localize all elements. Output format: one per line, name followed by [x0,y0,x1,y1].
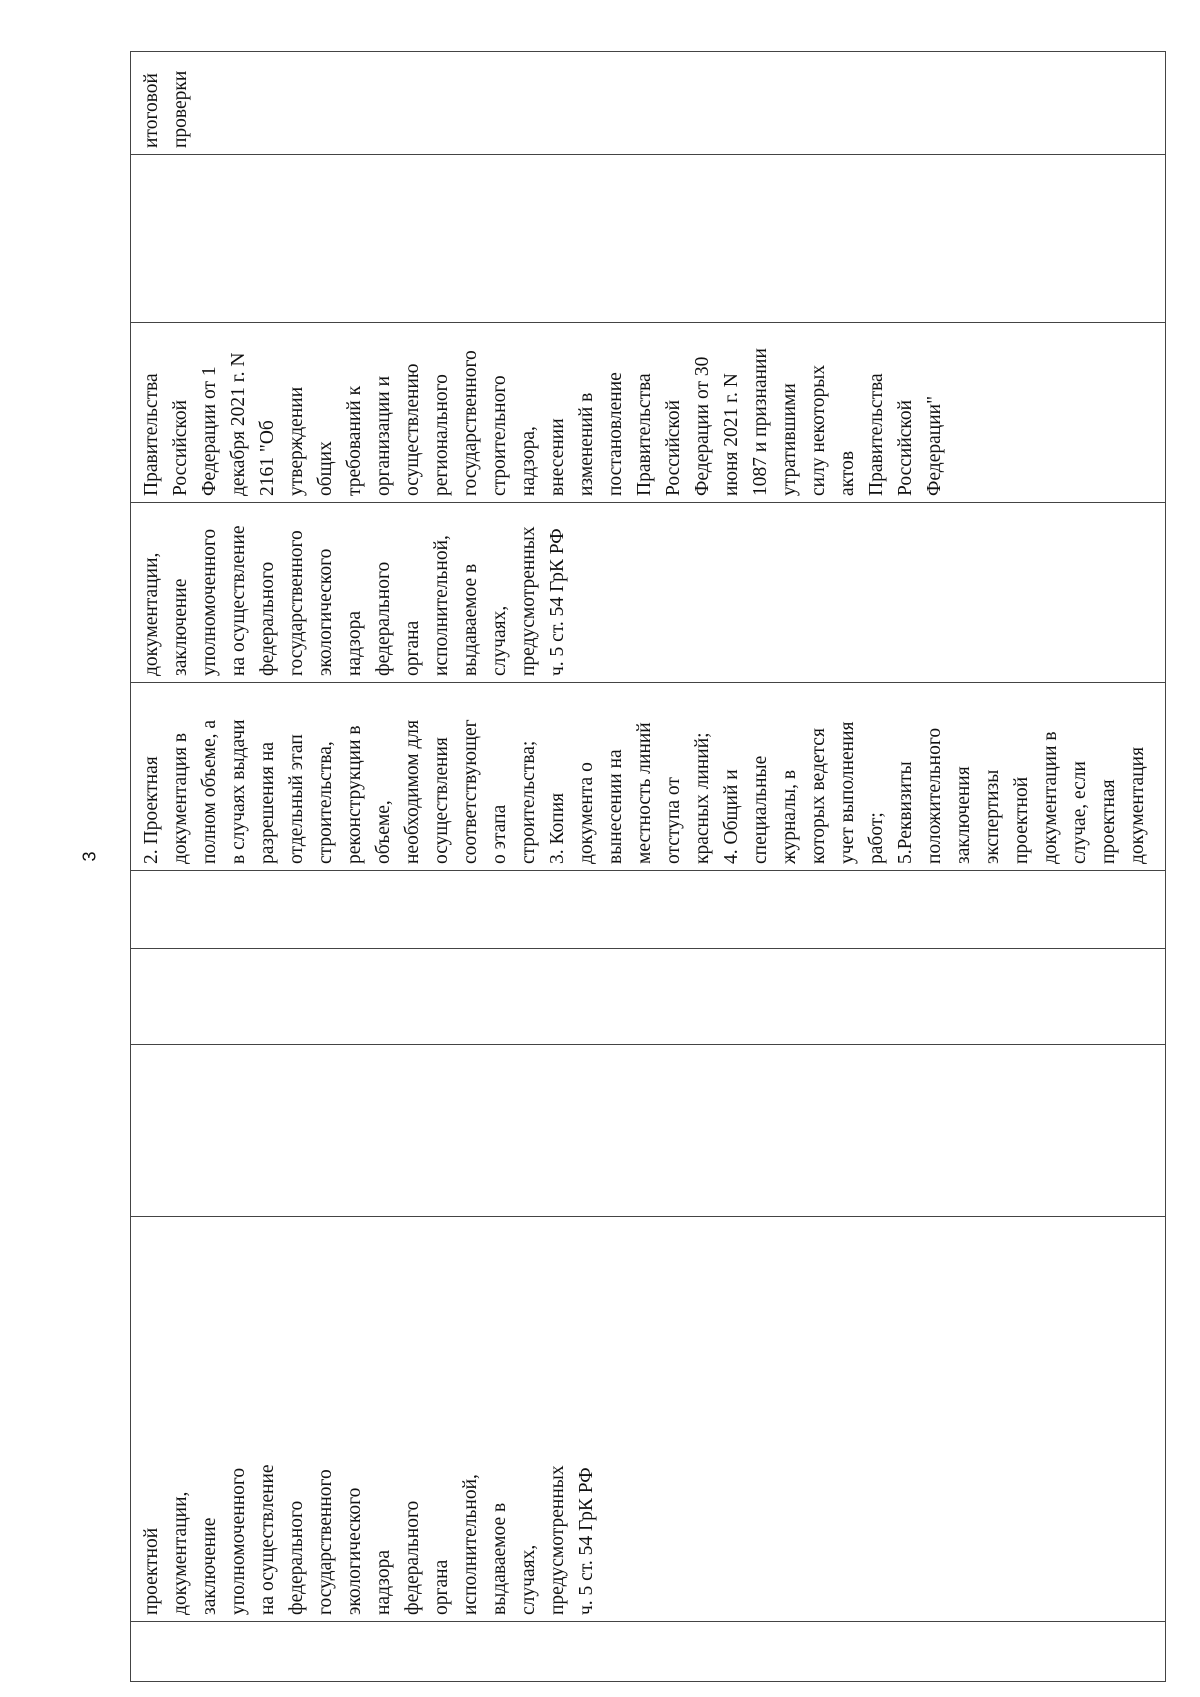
table-cell: документации, заключение уполномоченного на осуществление федерального государственного экологического надзора федерального органа исполнительной, выдаваемое в случаях, предусмотренных ч. 5 ст. 54 ГрК РФ [131,503,1166,683]
table-row [131,52,1166,1682]
rotated-table-wrapper [130,52,1166,1682]
page-number: 3 [79,851,100,862]
table-cell [131,155,1166,323]
table-cell: 2. Проектная документация в полном объеме, а в случаях выдачи разрешения на отдельный этап строительства, реконструкции в объеме, необходимом для осуществления соответствующег о этапа строительства; 3. Копия документа о вынесении на местность линий отступа от красных линий; 4. Общий и специальные журналы, в которых ведется учет выполнения работ; 5.Реквизиты положительного заключения экспертизы проектной документации в случае, если проектная документация [131,683,1166,871]
table-cell: проектной документации, заключение уполномоченного на осуществление федерального государственного экологического надзора федерального органа исполнительной, выдаваемое в случаях, предусмотренных ч. 5 ст. 54 ГрК РФ [131,1217,1166,1622]
table-cell: Правительства Российской Федерации от 1 декабря 2021 г. N 2161 "Об утверждении общих требований к организации и осуществлению регионального государственного строительного надзора, внесении изменений в постановление Правительства Российской Федерации от 30 июня 2021 г. N 1087 и признании утратившими силу некоторых актов Правительства Российской Федерации" [131,323,1166,503]
document-table [130,51,1166,1682]
table-cell [131,871,1166,949]
table-cell: итоговой проверки [131,52,1166,155]
table-cell [131,1622,1166,1682]
table-cell [131,949,1166,1045]
table-cell [131,1045,1166,1217]
